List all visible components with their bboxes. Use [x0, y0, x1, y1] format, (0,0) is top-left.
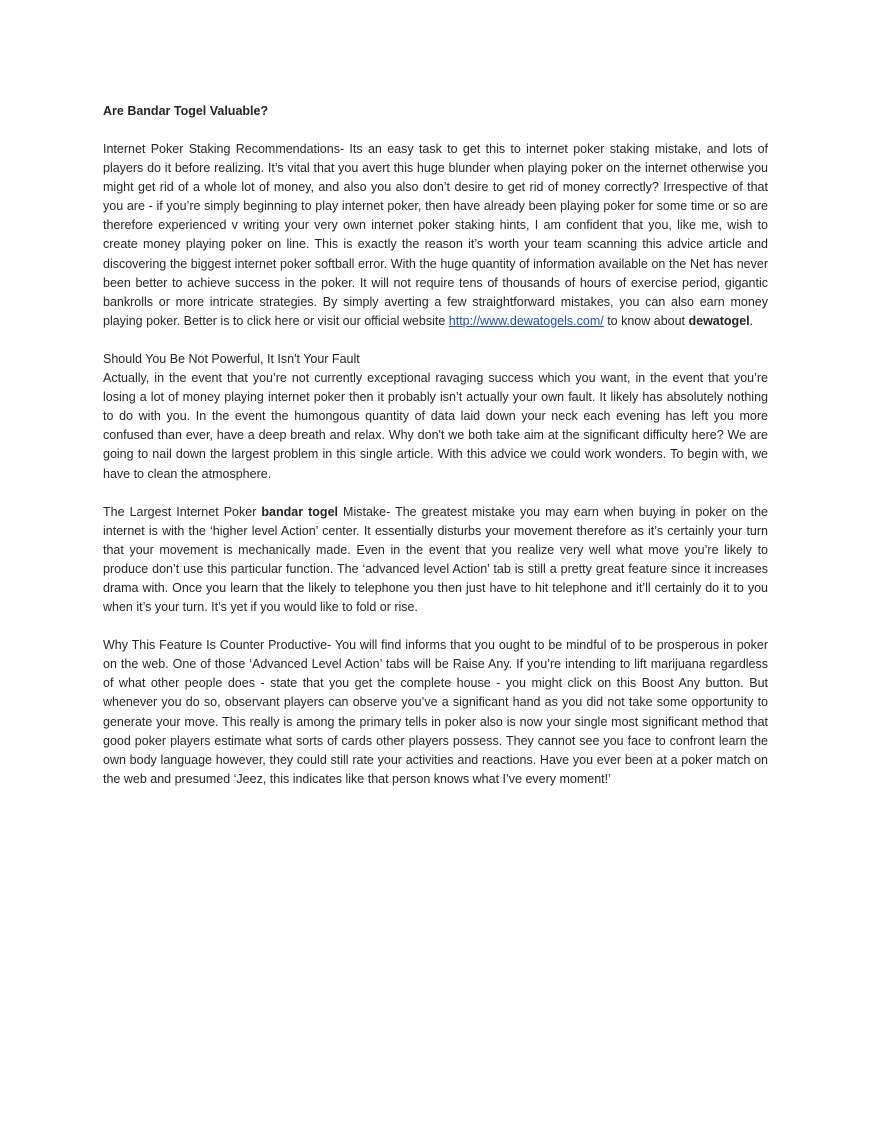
- paragraph-mistake-lead: The Largest Internet Poker: [103, 504, 262, 519]
- paragraph-intro: [103, 140, 768, 331]
- paragraph-intro-end: .: [749, 313, 754, 328]
- website-link[interactable]: http://www.dewatogels.com/: [448, 313, 604, 328]
- paragraph-mistake-bold-keyword: bandar togel: [261, 504, 338, 519]
- section-heading: Should You Be Not Powerful, It Isn't Your Fault: [103, 351, 360, 366]
- paragraph-intro-text: Internet Poker Staking Recommendations- Its an easy task to get this to internet poker staking mistake, and lots of players do it before realizing. It’s vital that you avert this huge blunder when playing poker on the internet otherwise you might get rid of a whole lot of money, and also you also don’t desire to get rid of money correctly? Irrespective of that you are - if you’re simply beginning to play internet poker, then have already been playing poker for some time or so are therefore experienced v writing your very own internet poker staking hints, I am confident that you, like me, wish to create money playing poker on line. This is exactly the reason it’s worth your team scanning this advice article and discovering the biggest internet poker softball error. With the huge quantity of information available on the Net has never been better to achieve success in the poker. It will not require tens of thousands of hours of exercise period, gigantic bankrolls or more intricate strategies. By simply averting a few straightforward mistakes, you can also earn money playing poker. Better is to click here or visit our official website: [103, 142, 768, 328]
- paragraph-mistake: [103, 503, 768, 618]
- paragraph-counter-productive: Why This Feature Is Counter Productive- You will find informs that you ought to be mindful of to be prosperous in poker on the web. One of those ‘Advanced Level Action’ tabs will be Raise Any. If you’re intending to lift marijuana regardless of what other people does - state that you get the complete house - you might click on this Boost Any button. But whenever you do so, observant players can observe you’ve a significant hand as you did not take some opportunity to generate your move. This really is among the primary tells in poker also is now your single most significant method that good poker players estimate what sorts of cards other players possess. They cannot see you face to confront learn the own body language however, they could still rate your activities and reactions. Have you ever been at a poker match on the web and presumed ‘Jeez, this indicates like that person knows what I’ve every moment!’: [103, 638, 768, 786]
- paragraph-mistake-body: Mistake- The greatest mistake you may earn when buying in poker on the internet is with the ‘higher level Action’ center. It essentially disturbs your movement therefore as it’s certainly your turn that your movement is mechanically made. Even in the event that you realize very well what move you’re likely to produce don’t use this particular function. The ‘advanced level Action’ tab is still a pretty great feature since it increases drama with. Once you learn that the likely to telephone you then just have to hit telephone and it’ll certainly do it to you when it’s your turn. It’s yet if you would like to fold or rise.: [103, 504, 768, 615]
- paragraph-intro-after-link: to know about: [603, 313, 689, 328]
- paragraph-intro-bold-keyword: dewatogel: [688, 313, 750, 328]
- document-title: Are Bandar Togel Valuable?: [103, 104, 269, 118]
- paragraph-fault: Actually, in the event that you’re not currently exceptional ravaging success which you want, in the event that you’re losing a lot of money playing internet poker then it probably isn’t actually your own fault. It likely has absolutely nothing to do with you. In the event the humongous quantity of data laid down your neck each evening has left you more confused than ever, have a deep breath and relax. Why don't we both take aim at the significant difficulty here? We are going to nail down the largest problem in this single article. With this advice we could work wonders. To begin with, we have to clean the atmosphere.: [103, 371, 768, 481]
